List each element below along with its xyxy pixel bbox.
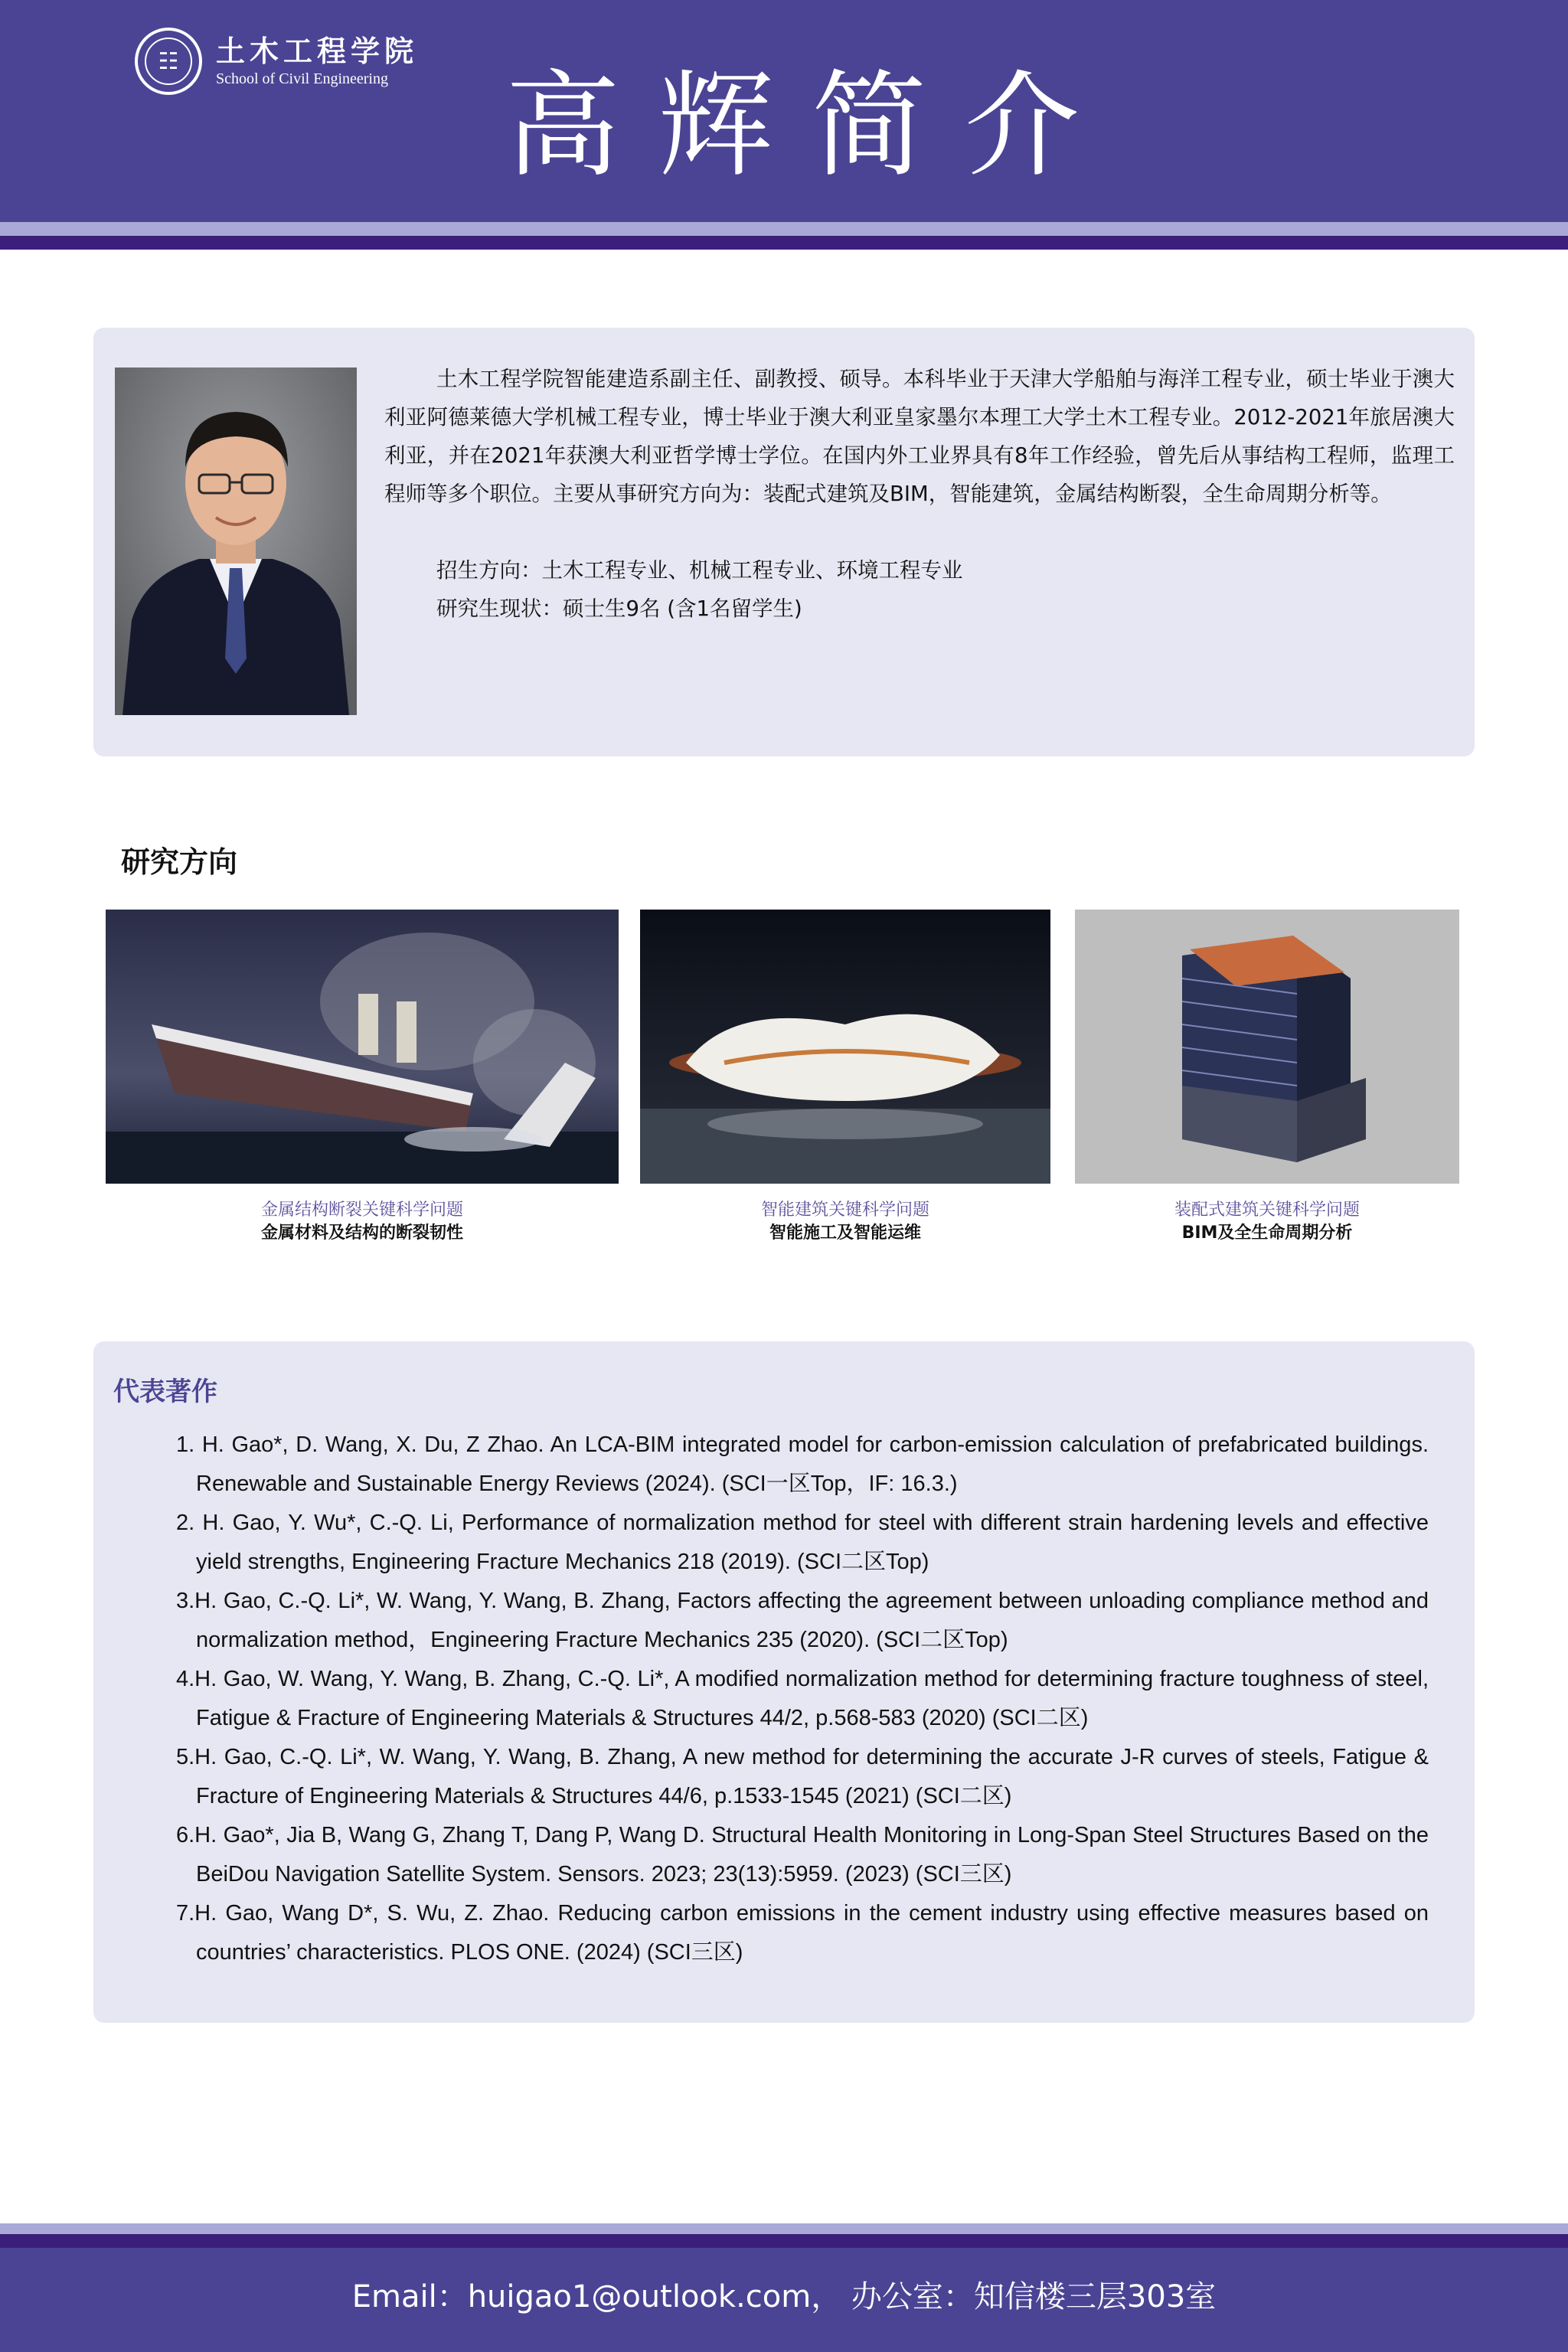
publications-list xyxy=(176,1426,1429,1972)
research-caption-subtitle: 金属材料及结构的断裂韧性 xyxy=(260,1223,463,1243)
research-heading: 研究方向 xyxy=(121,845,238,879)
publication-item: 3.H. Gao, C.-Q. Li*, W. Wang, Y. Wang, B. Zhang, Factors affecting the agreement between unloading compliance method and normalization method，Engineering Fracture Mechanics 235 (2020). (SCI二区Top) xyxy=(176,1589,1429,1652)
research-caption-3 xyxy=(1075,1199,1459,1245)
logo-text xyxy=(216,34,418,89)
school-seal-icon: ☷ xyxy=(135,28,202,95)
publication-item: 6.H. Gao*, Jia B, Wang G, Zhang T, Dang P, Wang D. Structural Health Monitoring in Long-Span Steel Structures Based on the BeiDou Navigation Satellite System. Sensors. 2023; 23(13):5959. (2023) (SCI三区) xyxy=(176,1823,1429,1886)
research-caption-subtitle: BIM及全生命周期分析 xyxy=(1181,1223,1353,1243)
publication-item: 2. H. Gao, Y. Wu*, C.-Q. Li, Performance of normalization method for steel with different strain hardening levels and effective yield strengths, Engineering Fracture Mechanics 218 (2019). (SCI二区Top) xyxy=(176,1511,1429,1574)
research-caption-title: 智能建筑关键科学问题 xyxy=(760,1200,929,1220)
logo-en: School of Civil Engineering xyxy=(216,70,388,87)
enrollment-line: 招生方向：土木工程专业、机械工程专业、环境工程专业 xyxy=(436,558,963,583)
header-divider-light xyxy=(0,222,1568,236)
contact-info: Email：huigao1@outlook.com， 办公室：知信楼三层303室 xyxy=(351,2279,1217,2314)
portrait-photo xyxy=(115,368,357,715)
school-logo xyxy=(135,23,418,100)
publications-card xyxy=(93,1341,1475,2023)
research-image-ship xyxy=(106,910,619,1184)
research-caption-1 xyxy=(106,1199,619,1245)
bio-paragraph: 土木工程学院智能建造系副主任、副教授、硕导。本科毕业于天津大学船舶与海洋工程专业，硕士毕业于澳大利亚阿德莱德大学机械工程专业，博士毕业于澳大利亚皇家墨尔本理工大学土木工程专业。2012-2021年旅居澳大利亚，并在2021年获澳大利亚哲学博士学位。在国内外工业界具有8年工作经验，曾先后从事结构工程师，监理工程师等多个职位。主要从事研究方向为：装配式建筑及BIM，智能建筑，金属结构断裂，全生命周期分析等。 xyxy=(384,367,1455,506)
research-caption-subtitle: 智能施工及智能运维 xyxy=(769,1223,921,1243)
page-title: 高辉简介 xyxy=(505,60,1119,193)
profile-meta xyxy=(384,551,1455,628)
students-line: 研究生现状：硕士生9名 (含1名留学生) xyxy=(436,596,802,621)
publication-item: 5.H. Gao, C.-Q. Li*, W. Wang, Y. Wang, B. Zhang, A new method for determining the accurate J-R curves of steels, Fatigue & Fracture of Engineering Materials & Structures 44/6, p.1533-1545 (2021) (SCI二区) xyxy=(176,1745,1429,1808)
profile-text xyxy=(384,360,1455,628)
logo-cn: 土木工程学院 xyxy=(216,34,419,68)
header-divider-dark xyxy=(0,236,1568,250)
footer-banner xyxy=(0,2248,1568,2352)
footer-divider-dark xyxy=(0,2234,1568,2248)
publication-item: 4.H. Gao, W. Wang, Y. Wang, B. Zhang, C.-Q. Li*, A modified normalization method for determining fracture toughness of steel, Fatigue & Fracture of Engineering Materials & Structures 44/2, p.568-583 (2020) (SCI二区) xyxy=(176,1667,1429,1730)
publications-heading: 代表著作 xyxy=(113,1377,217,1407)
publication-item: 7.H. Gao, Wang D*, S. Wu, Z. Zhao. Reducing carbon emissions in the cement industry using effective measures based on countries’ characteristics. PLOS ONE. (2024) (SCI三区) xyxy=(176,1901,1429,1965)
footer-divider-light xyxy=(0,2223,1568,2234)
publication-item: 1. H. Gao*, D. Wang, X. Du, Z Zhao. An LCA-BIM integrated model for carbon-emission calculation of prefabricated buildings. Renewable and Sustainable Energy Reviews (2024). (SCI一区Top，IF: 16.3.) xyxy=(176,1432,1429,1496)
research-image-stadium xyxy=(640,910,1050,1184)
research-caption-title: 金属结构断裂关键科学问题 xyxy=(260,1200,463,1220)
profile-card xyxy=(93,328,1475,756)
header-banner xyxy=(0,0,1568,222)
research-caption-2 xyxy=(640,1199,1050,1245)
research-caption-title: 装配式建筑关键科学问题 xyxy=(1174,1200,1360,1220)
research-image-building xyxy=(1075,910,1459,1184)
